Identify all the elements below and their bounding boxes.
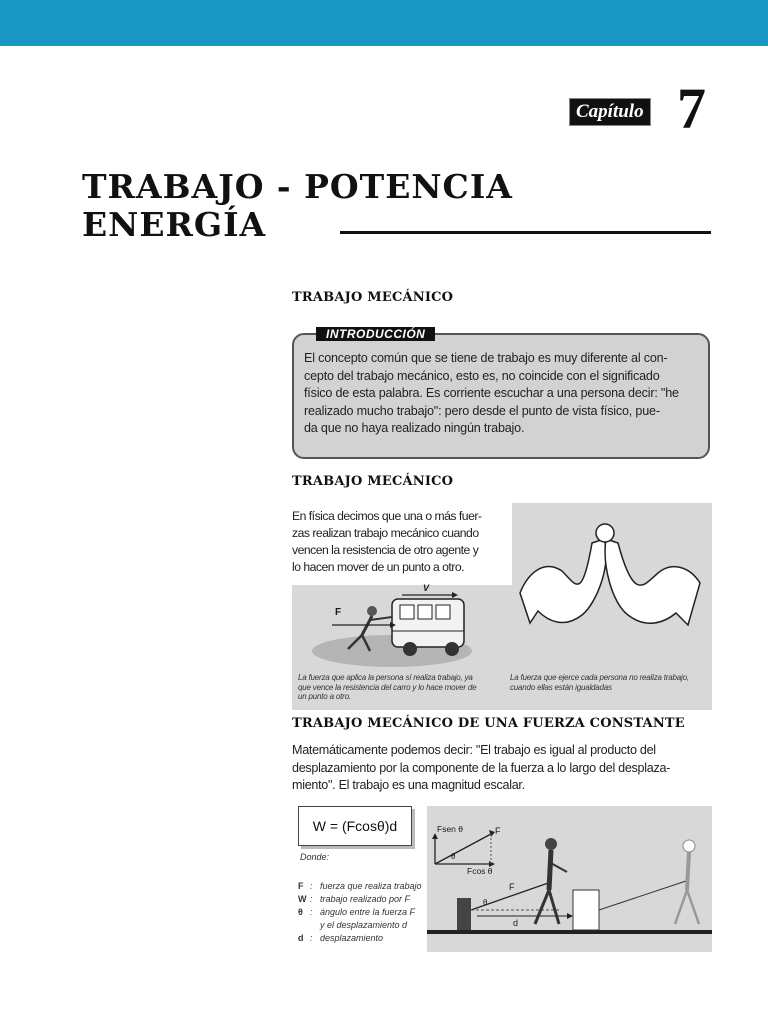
text-line: Matemáticamente podemos decir: "El trabajo es igual al producto del — [292, 743, 656, 757]
intro-tag: INTRODUCCIÓN — [316, 327, 435, 341]
f-rope-label: F — [509, 882, 515, 892]
caption-right — [510, 673, 710, 692]
legend-row — [298, 919, 422, 932]
top-color-bar — [0, 0, 768, 46]
caption-left — [298, 673, 508, 702]
chapter-number: 7 — [677, 76, 706, 141]
figure-2-illustration — [427, 806, 712, 952]
theta-label-rope: θ — [483, 898, 488, 907]
intro-line: físico de esta palabra. Es corriente escuchar a una persona decir: "he — [304, 386, 679, 400]
text-line: En física decimos que una o más fuer- — [292, 508, 510, 525]
title-underline — [340, 231, 711, 234]
legend-symbol: d — [298, 933, 304, 943]
text-line: zas realizan trabajo mecánico cuando — [292, 525, 510, 542]
section-heading-trabajo-mecanico: TRABAJO MECÁNICO — [292, 290, 454, 305]
intro-line: realizado mucho trabajo": pero desde el punto de vista físico, pue- — [304, 403, 660, 418]
section-3-text — [292, 742, 716, 795]
legend-symbol: θ — [298, 907, 303, 917]
text-line: desplazamiento por la componente de la fuerza a lo largo del desplaza- — [292, 760, 671, 775]
legend-row: d : desplazamiento — [298, 933, 384, 943]
legend-row: θ : ángulo entre la fuerza F — [298, 907, 416, 917]
symbol-legend — [298, 880, 422, 945]
work-formula: W = (Fcosθ)d — [298, 806, 412, 846]
fcos-label: Fcos θ — [467, 866, 493, 876]
fsen-label: Fsen θ — [437, 824, 463, 834]
legend-row: W : trabajo realizado por F — [298, 894, 411, 904]
legend-symbol: W — [298, 894, 307, 904]
legend-text: fuerza que realiza trabajo — [320, 881, 422, 891]
caption-line: cuando ellas están igualdadas — [510, 682, 612, 692]
figure-pull-block — [427, 806, 712, 952]
caption-line: La fuerza que ejerce cada persona no realiza trabajo, — [510, 673, 689, 682]
intro-line: El concepto común que se tiene de trabajo es muy diferente al con- — [304, 351, 668, 365]
title-line-1: TRABAJO - POTENCIA — [82, 167, 513, 206]
legend-text: desplazamiento — [320, 933, 384, 943]
intro-line: cepto del trabajo mecánico, esto es, no coincide con el significado — [304, 368, 660, 383]
caption-line: que vence la resistencia del carro y lo hace mover de — [298, 682, 477, 692]
text-line: vencen la resistencia de otro agente y — [292, 542, 510, 559]
section-heading-trabajo-mecanico-2: TRABAJO MECÁNICO — [292, 474, 454, 489]
donde-label: Donde: — [300, 852, 330, 862]
force-label: F — [335, 607, 342, 618]
legend-text: trabajo realizado por F — [320, 894, 411, 904]
text-line: lo hacen mover de un punto a otro. — [292, 559, 510, 576]
f-vector-label: F — [495, 826, 501, 836]
legend-text: y el desplazamiento d — [320, 920, 408, 930]
velocity-label: V — [423, 583, 430, 593]
theta-label-vector: θ — [451, 852, 456, 861]
intro-text — [304, 350, 702, 438]
legend-text: ángulo entre la fuerza F — [320, 907, 416, 917]
legend-symbol — [298, 919, 310, 932]
section-heading-fuerza-constante: TRABAJO MECÁNICO DE UNA FUERZA CONSTANTE — [292, 716, 685, 731]
caption-line: un punto a otro. — [298, 692, 351, 701]
text-line: miento". El trabajo es una magnitud escalar. — [292, 778, 525, 792]
d-label: d — [513, 918, 519, 928]
section-2-text — [292, 508, 510, 576]
caption-line: La fuerza que aplica la persona sí realiza trabajo, ya — [298, 673, 473, 682]
legend-row: F : fuerza que realiza trabajo — [298, 881, 422, 891]
legend-symbol: F — [298, 881, 304, 891]
chapter-label: Capítulo — [569, 98, 651, 126]
title-line-2: ENERGÍA — [82, 205, 267, 244]
intro-line: da que no haya realizado ningún trabajo. — [304, 421, 525, 435]
